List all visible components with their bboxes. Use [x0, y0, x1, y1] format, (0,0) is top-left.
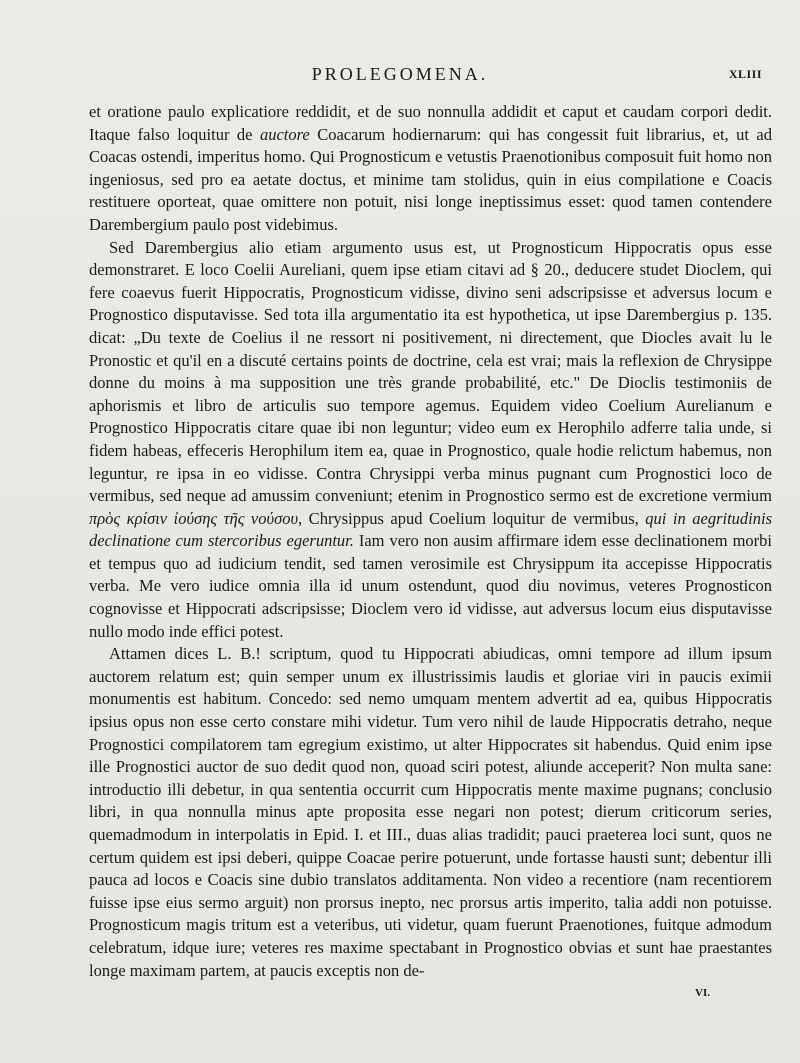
- italic-term: auctore: [259, 124, 310, 144]
- text-segment: Sed Darembergius alio etiam argumento usus est, ut Prognosticum Hippocratis opus esse demonstraret. E loco Coelii Aureliani, quem ipse etiam citavi ad § 20., deducere studet Dioclem, qui fere coaevus fuerit Hippocratis, Prognosticum vidisse, divino seni adscripsisse et adversus locum e Prognostico disputavisse. Sed tota illa argumentatio ita est hypothetica, ut ipse Darembergius p. 135. dicat: „Du texte de Coelius il ne ressort ni positivement, ni directement, que Diocles avait lu le Pronostic et qu'il en a discuté certains points de doctrine, cela est vrai; mais la reflexion de Chrysippe donne du moins à ma supposition une très grande probabilité, etc." De Dioclis testimoniis de aphorismis et libro de articulis suo tempore agemus. Equidem video Coelium Aurelianum e Prognostico Hippocratis citare quae ibi non leguntur; video eum ex Herophilo adferre talia unde, si fidem habeas, effeceris Herophilum item ea, quae in Prognostico, quale hodie relictum habemus, non leguntur, re ipsa in eo vidisse. Contra Chrysippi verba minus pugnant cum Prognostici loco de vermibus, sed neque ad amussim conveniunt; etenim in Prognostico sermo est de excretione vermium: [89, 237, 772, 506]
- text-segment: Attamen dices L. B.! scriptum, quod tu Hippocrati abiudicas, omni tempore ad illum ipsum auctorem relatum est; quin semper unum ex illustrissimis laudis et gloriae viri in paucis eximii monumentis est habitum. Concedo: sed nemo umquam mentem advertit ad ea, quibus Hippocratis ipsius opus non esse certo constare mihi videtur. Tum vero nihil de laude Hippocratis detraho, neque Prognostici compilatorem tam egregium existimo, ut alter Hippocrates sit habendus. Quid enim ipse ille Prognostici auctor de suo dedit quod non, quoad sciri potest, aliunde acceperit? Non multa sane: introductio illi debetur, in qua sententia occurrit cum Hippocratis mente maxime pugnans; conclusio libri, in qua nonnulla minus apte proposita esse negari non potest; dierum criticorum series, quemadmodum in interpolatis in Epid. I. et III., duas alias tradidit; pauci praeterea loci sunt, quos ne certum quidem est ipsi deberi, quippe Coacae perire potuerunt, unde fortasse hausti sunt; debentur illi pauca ad locos e Coacis sine dubio translatos additamenta. Non video a recentiore (nam recentiorem fuisse ipse eius sermo arguit) non prorsus inepto, nec prorsus artis imperito, talia addi non potuisse. Prognosticum magis tritum est a veteribus, uti videtur, quam fuerunt Praenotiones, fuitque admodum celebratum, idque iure; veteres res maxime spectabant in Prognostico obvias et sunt hae praestantes longe maximam partem, at paucis exceptis non de-: [89, 644, 772, 980]
- running-title: PROLEGOMENA.: [311, 64, 489, 84]
- text-segment: Coacarum hodiernarum: qui has congessit fuit librarius, et, ut ad Coacas ostendi, imperitus homo. Qui Prognosticum e vetustis Praenotionibus composuit fuit homo non ingeniosus, sed pro ea aetate doctus, et minime tam stolidus, quin in eius compilatione e Coacis restituere oporteat, quae omittere non potuit, nisi longe ineptissimus esset: quod tamen contendere Darembergium paulo post videbimus.: [89, 124, 772, 234]
- text-segment: Iam vero non ausim affirmare idem esse declinationem morbi et tempus quo ad iudicium tendit, sed tamen verosimile est Chrysippum ita accepisse Hippocratis verba. Me vero iudice omnia illa id unum ostendunt, quod diu novimus, veteres Prognosticon cognovisse et Hippocrati adscripsisse; Dioclem vero id vidisse, aut adversus locum eius disputavisse nullo modo inde effici potest.: [89, 531, 772, 641]
- text-segment: et oratione paulo explicatiore reddidit, et de suo nonnulla addidit et caput et caudam corpori dedit. Itaque falso loquitur de: [89, 102, 772, 144]
- page-number: XLIII: [728, 67, 762, 81]
- latin-quotation: qui in aegritudinis declinatione cum stercoribus egeruntur.: [89, 508, 773, 551]
- page-header: [0, 62, 800, 86]
- signature-mark: VI.: [695, 987, 710, 999]
- text-segment: , Chrysippus apud Coelium loquitur de vermibus,: [298, 508, 646, 528]
- body-text: [89, 101, 772, 982]
- paragraph: [89, 643, 772, 982]
- paragraph: [89, 237, 772, 644]
- greek-quotation: πρὸς κρίσιν ἰούσης τῆς νούσου: [89, 508, 299, 528]
- paragraph: [89, 101, 772, 237]
